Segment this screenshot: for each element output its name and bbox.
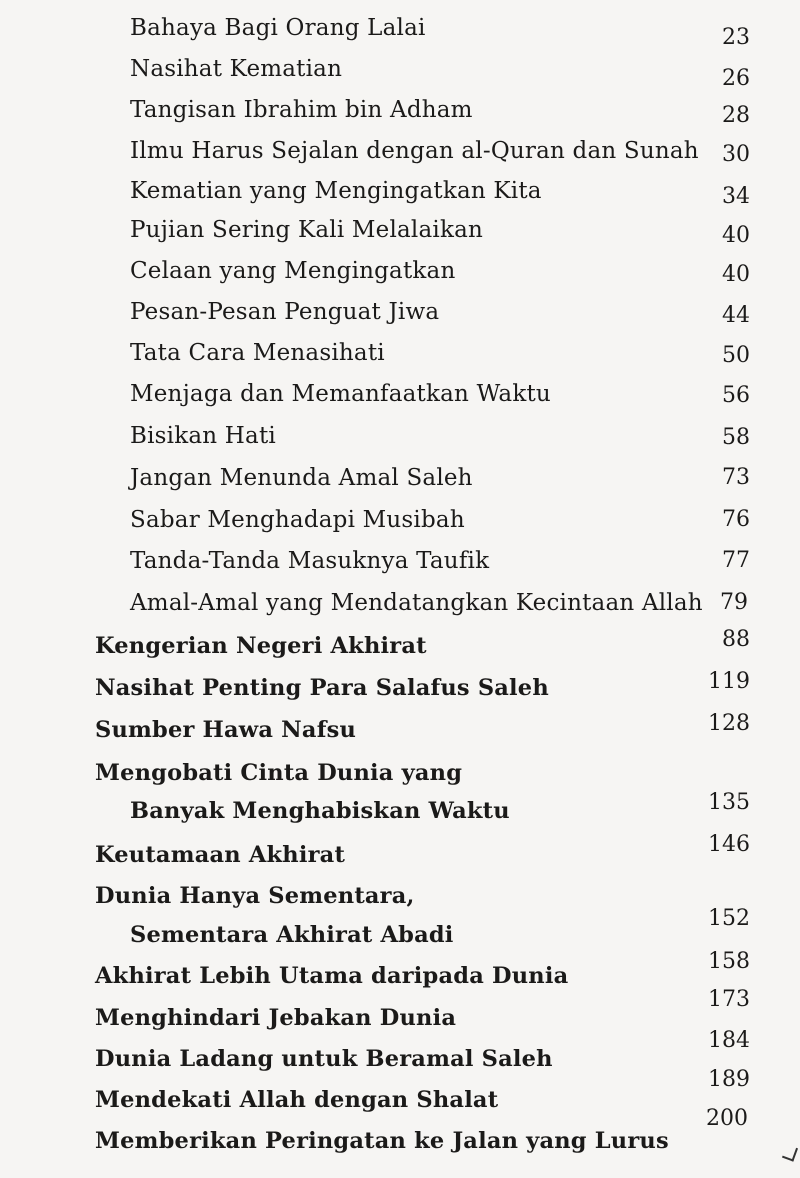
toc-entry-page: 128 [708,711,750,736]
toc-entry-page: 26 [722,66,750,91]
toc-entry-page: 146 [708,832,750,857]
toc-entry-title: Pujian Sering Kali Melalaikan [130,217,484,243]
toc-entry-title: Tata Cara Menasihati [130,340,385,366]
toc-entry-title: Bahaya Bagi Orang Lalai [130,15,426,41]
page-corner-mark [782,1144,798,1161]
toc-entry-page: 152 [708,906,750,931]
toc-entry-page: 50 [722,343,750,368]
toc-entry-page: 56 [722,383,750,408]
toc-entry-title: Amal-Amal yang Mendatangkan Kecintaan Allah [130,590,703,616]
toc-entry-title: Dunia Hanya Sementara, [95,883,415,909]
toc-entry-title: Sabar Menghadapi Musibah [130,507,465,533]
toc-entry-page: 23 [722,25,750,50]
toc-entry-page: 30 [722,142,750,167]
toc-entry-page: 44 [722,303,750,328]
toc-entry-page: 73 [722,465,750,490]
toc-entry-title: Celaan yang Mengingatkan [130,258,456,284]
toc-entry-page: 173 [708,987,750,1012]
toc-entry-title: Keutamaan Akhirat [95,842,346,868]
toc-entry-title: Kematian yang Mengingatkan Kita [130,178,542,204]
toc-entry-title: Sumber Hawa Nafsu [95,717,357,743]
toc-entry-page: 135 [708,790,750,815]
toc-entry-title: Ilmu Harus Sejalan dengan al-Quran dan Sunah [130,138,699,164]
toc-entry-title: Pesan-Pesan Penguat Jiwa [130,299,440,325]
toc-entry-page: 200 [706,1106,748,1131]
toc-entry-title: Jangan Menunda Amal Saleh [130,465,473,491]
toc-entry-page: 77 [722,548,750,573]
toc-entry-title: Akhirat Lebih Utama daripada Dunia [95,963,569,989]
toc-entry-title: Mengobati Cinta Dunia yang [95,760,463,786]
toc-entry-page: 40 [722,262,750,287]
toc-entry-page: 58 [722,425,750,450]
toc-entry-page: 119 [708,669,750,694]
toc-entry-page: 34 [722,184,750,209]
toc-entry-title: Mendekati Allah dengan Shalat [95,1087,499,1113]
toc-entry-page: 184 [708,1028,750,1053]
toc-entry-page: 76 [722,507,750,532]
toc-entry-title-continuation: Banyak Menghabiskan Waktu [130,798,510,824]
toc-entry-title: Dunia Ladang untuk Beramal Saleh [95,1046,553,1072]
toc-entry-title: Kengerian Negeri Akhirat [95,633,427,659]
toc-entry-title: Nasihat Penting Para Salafus Saleh [95,675,549,701]
toc-entry-title: Memberikan Peringatan ke Jalan yang Lurus [95,1128,669,1154]
toc-entry-page: 189 [708,1067,750,1092]
toc-entry-title: Tanda-Tanda Masuknya Taufik [130,548,490,574]
toc-entry-title: Menjaga dan Memanfaatkan Waktu [130,381,551,407]
toc-entry-page: 40 [722,223,750,248]
toc-entry-page: 28 [722,103,750,128]
toc-entry-title: Bisikan Hati [130,423,276,449]
toc-entry-title: Menghindari Jebakan Dunia [95,1005,457,1031]
toc-entry-title: Nasihat Kematian [130,56,343,82]
toc-entry-title-continuation: Sementara Akhirat Abadi [130,922,454,948]
toc-entry-page: 79 [720,590,748,615]
toc-entry-title: Tangisan Ibrahim bin Adham [130,97,473,123]
toc-entry-page: 88 [722,627,750,652]
toc-entry-page: 158 [708,949,750,974]
